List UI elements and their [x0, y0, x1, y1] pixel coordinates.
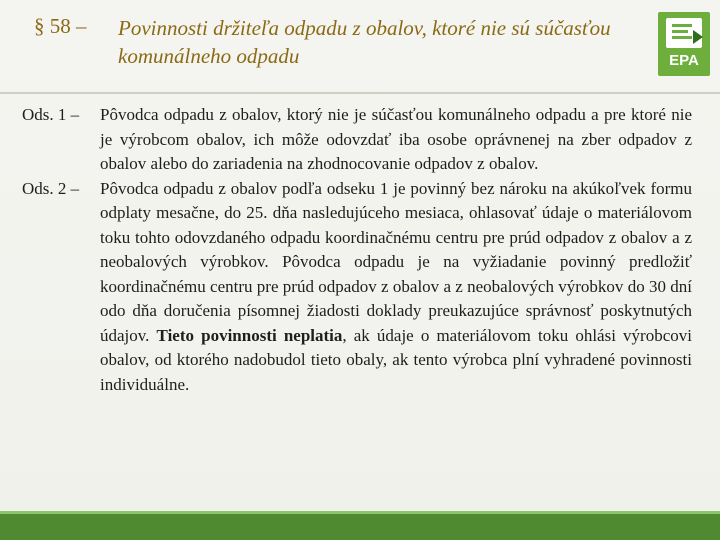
- document-line: [672, 24, 692, 27]
- content: [0, 103, 720, 397]
- document-icon: [666, 18, 702, 48]
- slide-title: Povinnosti držiteľa odpadu z obalov, ktoré nie sú súčasťou komunálneho odpadu: [118, 16, 611, 68]
- epa-logo: [658, 12, 710, 76]
- document-line: [672, 30, 688, 33]
- paragraph-1: [0, 103, 720, 177]
- paragraph-text-part: Pôvodca odpadu z obalov podľa odseku 1 je povinný bez nároku na akúkoľvek formu odplaty mesačne, do 25. dňa nasledujúceho mesiaca, ohlasovať údaje o materiálovom toku tohto odovzdaného odpadu koordinačnému centru pre prúd odpadov z obalov a z neobalových výrobkov. Pôvodca odpadu je na vyžiadanie povinný predložiť koordinačnému centru pre prúd odpadov z obalov a z neobalových výrobkov do 30 dní odo dňa doručenia písomnej žiadosti doklady preukazujúce správnosť poskytnutých údajov.: [100, 178, 692, 345]
- paragraph-bold-text: Tieto povinnosti neplatia: [156, 325, 343, 345]
- paragraph-text-part: , ak údaje o materiálovom toku ohlási výrobcovi obalov, od ktorého nadobudol tieto obaly, ak tento výrobca plní vyhradené povinnosti individuálne.: [100, 325, 692, 394]
- arrow-icon: [693, 30, 703, 44]
- paragraph-text-part: Pôvodca odpadu z obalov, ktorý nie je súčasťou komunálneho odpadu a pre ktoré nie je výrobcom obalov, ich môže odovzdať iba osobe oprávnenej na zber odpadov z obalov alebo do zariadenia na zhodnocovanie odpadov z obalov.: [100, 105, 692, 173]
- logo-text: EPA: [669, 52, 699, 69]
- paragraph-label: Ods. 2 –: [22, 178, 80, 198]
- bottom-bar: [0, 511, 720, 540]
- paragraph-label: Ods. 1 –: [22, 105, 80, 124]
- paragraph-2: [0, 177, 720, 398]
- paragraph-text: [100, 103, 692, 177]
- document-line: [672, 36, 692, 39]
- section-number: § 58 –: [34, 14, 87, 38]
- divider: [0, 92, 720, 94]
- paragraph-text: [100, 177, 692, 398]
